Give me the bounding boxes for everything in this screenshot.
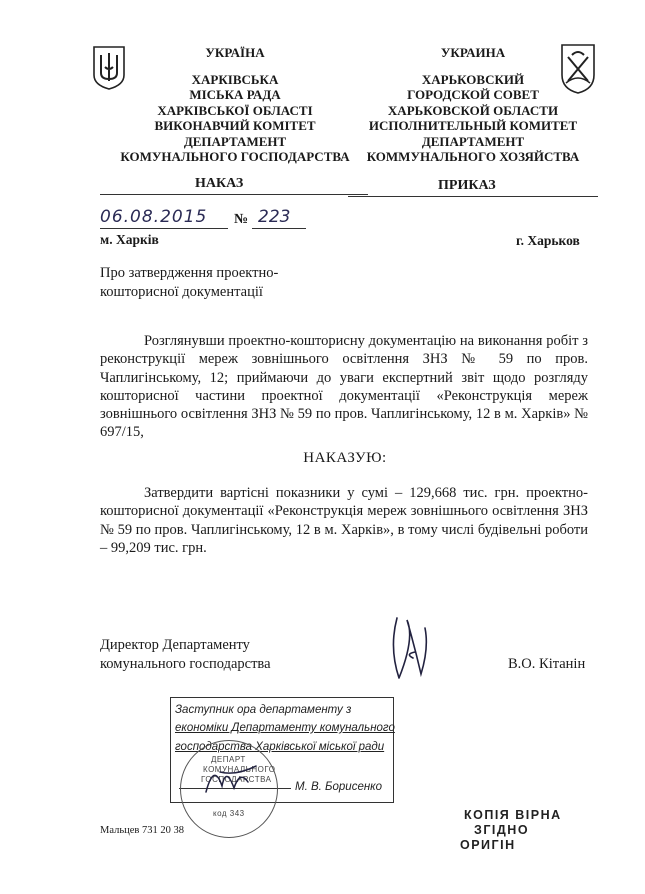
header-right-line: ГОРОДСКОЙ СОВЕТ bbox=[407, 87, 539, 102]
header-right-line: КОММУНАЛЬНОГО ХОЗЯЙСТВА bbox=[366, 149, 580, 164]
stamp-line: господарства Харківської міської ради bbox=[175, 741, 385, 753]
order-date-underline bbox=[100, 228, 228, 229]
order-number-underline bbox=[252, 228, 306, 229]
stamp-line: Заступник ора департаменту з bbox=[175, 704, 352, 716]
deputy-signature bbox=[200, 752, 270, 802]
header-left-line: КОМУНАЛЬНОГО ГОСПОДАРСТВА bbox=[120, 149, 350, 164]
header-right-block bbox=[348, 45, 598, 165]
order-word: НАКАЗУЮ: bbox=[303, 450, 387, 466]
copy-stamp-line: ЗГІДНО bbox=[474, 823, 530, 837]
signatory-title-line: Директор Департаменту bbox=[100, 637, 250, 653]
copy-certified-stamp bbox=[460, 808, 562, 853]
seal-text: ДЕПАРТ bbox=[211, 755, 246, 764]
decision-paragraph: Затвердити вартісні показники у сумі – 129,668 тис. грн. проектно-кошторисної документації «Реконструкція мереж зовнішнього освітлення ЗНЗ № 59 по пров. Чаплигінському, 12 в м. Харків», в тому числі будівельні роботи – 99,209 тис. грн. bbox=[100, 485, 588, 556]
signatory-name: В.О. Кітанін bbox=[508, 656, 586, 672]
subject bbox=[100, 264, 278, 301]
stamp-line: економіки Департаменту комунального bbox=[175, 722, 395, 734]
header-left-line: ХАРКІВСЬКОЇ ОБЛАСТІ bbox=[157, 102, 313, 118]
header-right-line: УКРАИНА bbox=[440, 45, 506, 60]
header-left-block bbox=[100, 45, 370, 165]
order-date: 06.08.2015 bbox=[100, 207, 208, 227]
doc-type-left: НАКАЗ bbox=[195, 176, 244, 191]
header-left-line: УКРАЇНА bbox=[205, 45, 265, 60]
header-left-line: ВИКОНАВЧИЙ КОМІТЕТ bbox=[154, 118, 316, 133]
copy-stamp-line: ОРИГІН bbox=[460, 838, 516, 852]
subject-line: кошторисної документації bbox=[100, 283, 263, 300]
header-right-line: ХАРЬКОВСКОЙ ОБЛАСТИ bbox=[387, 102, 559, 118]
order-number: 223 bbox=[258, 207, 291, 227]
city-left: м. Харків bbox=[100, 232, 159, 247]
city-right: г. Харьков bbox=[516, 233, 580, 248]
header-left-line: ДЕПАРТАМЕНТ bbox=[183, 133, 287, 149]
signatory-title-line: комунального господарства bbox=[100, 656, 271, 672]
subject-line: Про затвердження проектно- bbox=[100, 265, 279, 281]
header-right-line: ДЕПАРТАМЕНТ bbox=[421, 133, 525, 149]
header-right-line: ИСПОЛНИТЕЛЬНЫЙ КОМИТЕТ bbox=[368, 118, 578, 133]
order-number-sign: № bbox=[234, 212, 249, 227]
preamble-paragraph: Розглянувши проектно-кошторисну документацію на виконання робіт з реконструкції мереж зовнішнього освітлення ЗНЗ № 59 по пров. Чаплигінському, 12; приймаючи до уваги експертний звіт щодо розгляду кошторисної частини проектної документації «Реконструкція мереж зовнішнього освітлення ЗНЗ № 59 по пров. Чаплигінському, 12 в м. Харків» № 697/15, bbox=[100, 333, 588, 441]
signatory-title bbox=[100, 636, 271, 674]
director-signature bbox=[385, 608, 445, 688]
doc-type-right: ПРИКАЗ bbox=[438, 178, 496, 193]
seal-text: КОМУНАЛЬНОГО bbox=[203, 765, 276, 774]
seal-text: код 343 bbox=[213, 809, 245, 818]
seal-text: ГОСПОДАРСТВА bbox=[201, 775, 272, 784]
executor-note: Мальцев 731 20 38 bbox=[100, 825, 184, 836]
header-left-line: ХАРКІВСЬКА bbox=[191, 71, 279, 87]
header-left-line: МІСЬКА РАДА bbox=[189, 87, 281, 102]
copy-stamp-line: КОПІЯ ВІРНА bbox=[464, 808, 562, 822]
doc-type-right-underline bbox=[348, 196, 598, 197]
doc-type-left-underline bbox=[100, 194, 368, 195]
stamp-name: М. В. Борисенко bbox=[295, 781, 383, 793]
header-right-line: ХАРЬКОВСКИЙ bbox=[421, 71, 525, 87]
